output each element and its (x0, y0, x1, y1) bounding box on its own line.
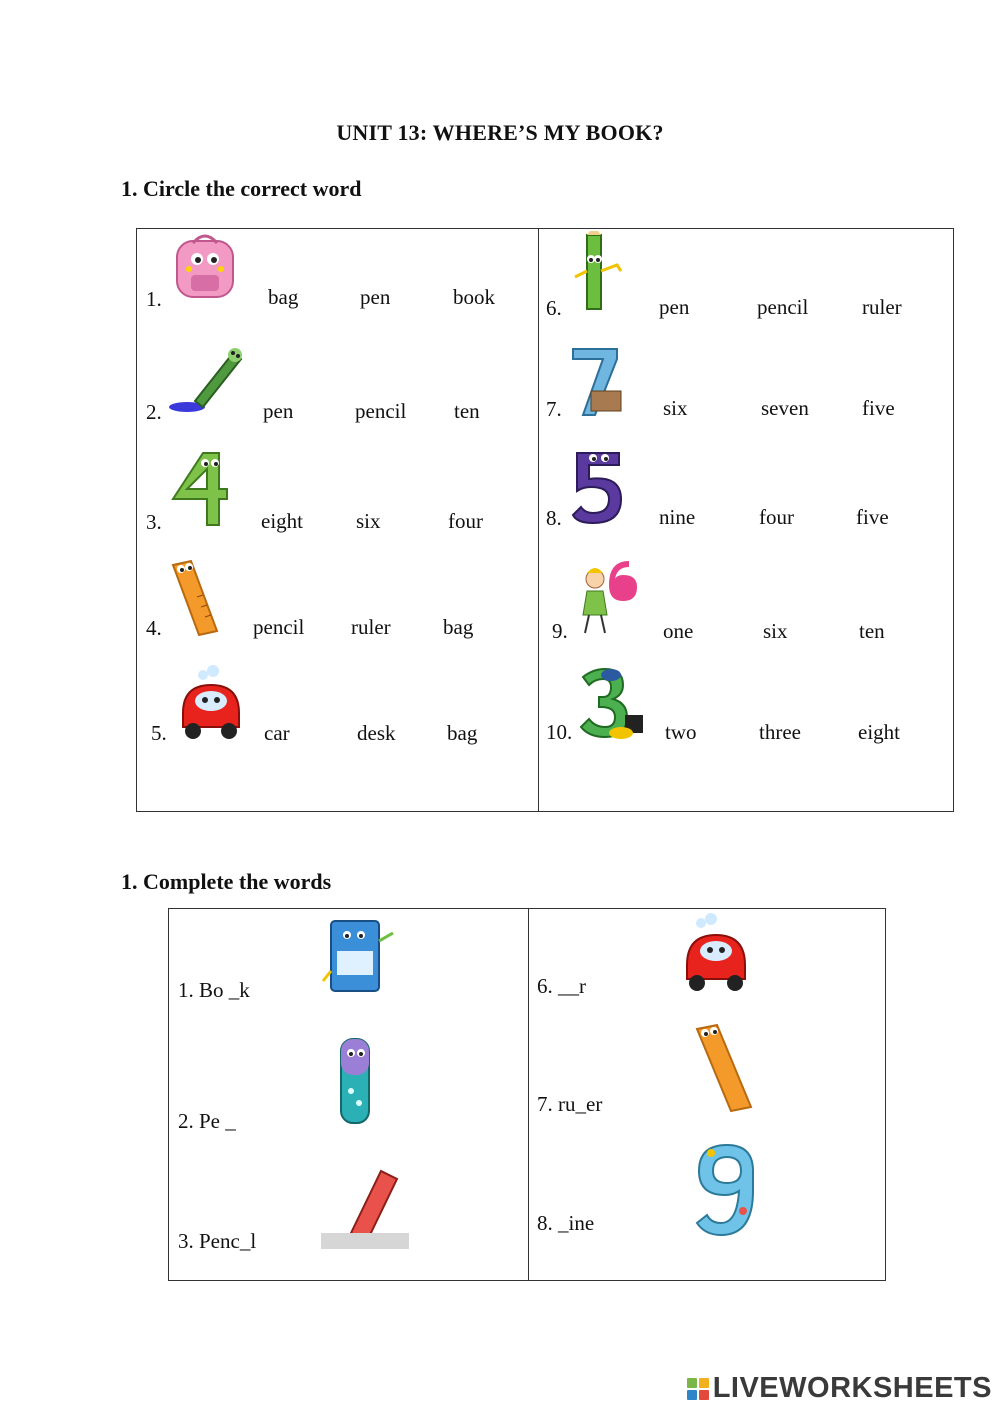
item-number: 9. (552, 619, 568, 643)
word-option[interactable]: book (453, 285, 495, 309)
ruler-icon (167, 557, 221, 639)
table-divider (528, 909, 529, 1280)
number-nine-icon (691, 1141, 763, 1237)
pencil-icon (321, 1163, 409, 1251)
number-four-icon (167, 449, 229, 529)
word-option[interactable]: bag (447, 721, 478, 745)
item-number: 8. (546, 506, 562, 530)
word-option[interactable]: pen (360, 285, 391, 309)
number-five-icon (569, 447, 629, 527)
fill-word-item[interactable]: 3. Penc_l (178, 1229, 257, 1253)
word-option[interactable]: desk (357, 721, 396, 745)
liveworksheets-logo (687, 1372, 992, 1405)
fill-word-item[interactable]: 8. _ine (537, 1211, 595, 1235)
car-icon (179, 663, 243, 743)
ruler-icon (691, 1021, 759, 1115)
word-option[interactable]: pencil (253, 615, 305, 639)
word-option[interactable]: four (759, 505, 794, 529)
backpack-icon (169, 229, 241, 301)
word-option[interactable]: pencil (757, 295, 809, 319)
word-option[interactable]: six (356, 509, 381, 533)
pen-icon (167, 339, 247, 415)
word-option[interactable]: car (264, 721, 290, 745)
item-number: 10. (546, 720, 573, 744)
circle-word-table (136, 228, 954, 812)
word-option[interactable]: three (759, 720, 801, 744)
word-option[interactable]: seven (761, 396, 809, 420)
word-option[interactable]: four (448, 509, 483, 533)
word-option[interactable]: six (663, 396, 688, 420)
word-option[interactable]: ten (859, 619, 885, 643)
item-number: 5. (151, 721, 167, 745)
number-seven-icon (569, 345, 625, 417)
book-icon (319, 911, 399, 1001)
item-number: 1. (146, 287, 162, 311)
word-option[interactable]: bag (268, 285, 299, 309)
page-title: UNIT 13: WHERE’S MY BOOK? (336, 120, 664, 145)
word-option[interactable]: six (763, 619, 788, 643)
word-option[interactable]: ten (454, 399, 480, 423)
word-option[interactable]: two (665, 720, 697, 744)
word-option[interactable]: pen (659, 295, 690, 319)
word-option[interactable]: one (663, 619, 694, 643)
section1-heading: 1. Circle the correct word (121, 176, 362, 201)
number-six-icon (573, 557, 641, 639)
fill-word-item[interactable]: 1. Bo _k (178, 978, 250, 1002)
word-option[interactable]: eight (261, 509, 303, 533)
item-number: 3. (146, 510, 162, 534)
fill-word-item[interactable]: 2. Pe _ (178, 1109, 236, 1133)
word-option[interactable]: ruler (351, 615, 391, 639)
brand-name: LIVEWORKSHEETS (712, 1372, 992, 1404)
car-icon (681, 911, 751, 995)
word-option[interactable]: five (856, 505, 889, 529)
word-option[interactable]: bag (443, 615, 474, 639)
number-three-icon (577, 667, 649, 743)
word-option[interactable]: five (862, 396, 895, 420)
fill-word-item[interactable]: 6. __r (537, 974, 586, 998)
item-number: 4. (146, 616, 162, 640)
item-number: 7. (546, 397, 562, 421)
fill-word-item[interactable]: 7. ru_er (537, 1092, 603, 1116)
item-number: 6. (546, 296, 562, 320)
word-option[interactable]: pen (263, 399, 294, 423)
word-option[interactable]: eight (858, 720, 900, 744)
table-divider (538, 229, 539, 811)
word-option[interactable]: ruler (862, 295, 902, 319)
pen-icon (331, 1031, 387, 1129)
complete-words-table (168, 908, 886, 1281)
logo-icon (687, 1378, 709, 1400)
word-option[interactable]: nine (659, 505, 696, 529)
pencil-icon (567, 231, 627, 313)
item-number: 2. (146, 400, 162, 424)
word-option[interactable]: pencil (355, 399, 407, 423)
section2-heading: 1. Complete the words (121, 869, 332, 894)
